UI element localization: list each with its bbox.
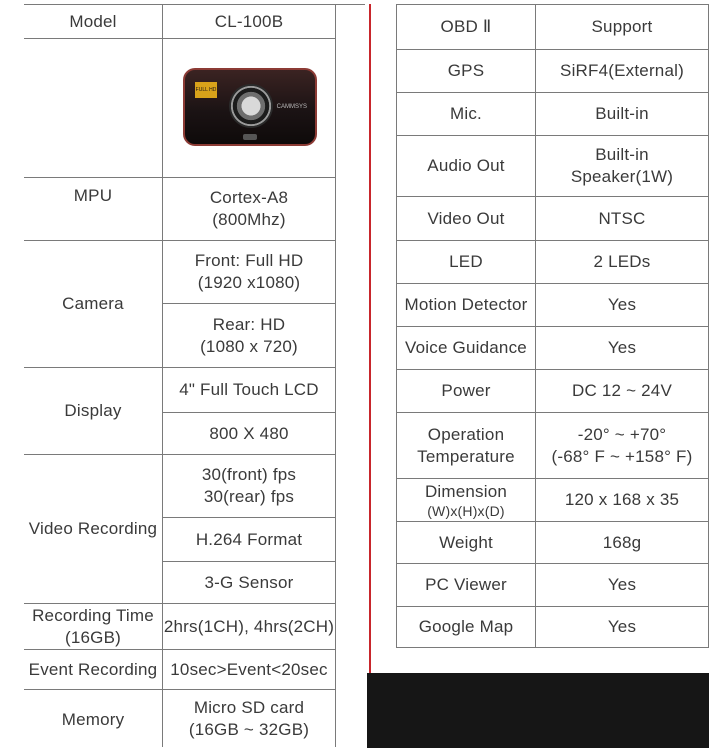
spec-value-model: CL-100B: [214, 11, 284, 31]
spec-value-gps: SiRF4(External): [560, 61, 684, 80]
spec-label-mic: Mic.: [450, 104, 482, 123]
video-fps-line2: 30(rear) fps: [203, 487, 295, 506]
full-hd-badge-icon: FULL HD: [195, 82, 217, 98]
op-temp-value-line2: (-68° F ~ +158° F): [551, 446, 693, 466]
spec-label-recording-time: [24, 604, 162, 649]
spec-value-video-out: NTSC: [598, 208, 646, 228]
spec-label-pc-viewer: PC Viewer: [425, 575, 507, 594]
spec-value-camera-front: [163, 241, 335, 303]
recording-time-line1: Recording Time: [32, 605, 154, 625]
spec-label-video-recording: Video Recording: [28, 519, 158, 538]
spec-value-obd: Support: [591, 17, 653, 36]
video-fps-line1: 30(front) fps: [201, 465, 297, 484]
spec-value-event-recording: 10sec>Event<20sec: [170, 659, 328, 679]
spec-value-recording-time: 2hrs(1CH), 4hrs(2CH): [163, 616, 335, 636]
spec-value-mpu: [163, 178, 335, 240]
camera-front-line2: (1920 x1080): [197, 273, 301, 292]
camera-rear-line2: (1080 x 720): [200, 336, 298, 356]
spec-label-gps: GPS: [447, 61, 485, 80]
spec-label-memory: Memory: [61, 710, 125, 729]
audio-out-line1: Built-in: [595, 145, 649, 164]
spec-label-motion-detector: Motion Detector: [404, 295, 528, 314]
memory-line1: Micro SD card: [193, 698, 305, 717]
mpu-value-line2: (800Mhz): [212, 210, 286, 229]
divider: [24, 38, 335, 39]
spec-label-obd: OBD Ⅱ: [440, 17, 492, 36]
spec-label-camera: Camera: [62, 294, 124, 313]
brand-logo-icon: CAMMSYS: [276, 104, 307, 110]
spec-label-google-map: Google Map: [418, 617, 514, 636]
spec-value-voice-guidance: Yes: [607, 338, 637, 357]
spec-value-memory: [163, 690, 335, 748]
spec-label-weight: Weight: [439, 532, 493, 552]
spec-value-power: DC 12 ~ 24V: [571, 381, 672, 400]
spec-value-video-format: H.264 Format: [195, 529, 303, 549]
red-frame-left: [369, 4, 371, 732]
camera-front-line1: Front: Full HD: [194, 251, 304, 270]
op-temp-label-line2: Temperature: [417, 446, 515, 466]
spec-value-weight: 168g: [602, 532, 642, 552]
spec-value-mic: Built-in: [595, 104, 649, 123]
spec-value-audio-out: [536, 136, 708, 196]
spec-label-audio-out: Audio Out: [427, 156, 505, 175]
spec-value-motion-detector: Yes: [607, 295, 637, 314]
spec-value-dimension: 120 x 168 x 35: [564, 490, 680, 509]
spec-label-model: Model: [69, 11, 117, 31]
spec-label-dimension: [397, 479, 535, 521]
product-image: [183, 68, 317, 146]
spec-value-led: 2 LEDs: [593, 252, 651, 271]
spec-label-operation-temperature: [397, 413, 535, 478]
spec-label-mpu: MPU: [73, 186, 113, 205]
op-temp-value-line1: -20° ~ +70°: [577, 424, 667, 444]
spec-value-camera-rear: [163, 304, 335, 367]
footer-bar: [367, 673, 709, 748]
dimension-label-line2: (W)x(H)x(D): [427, 503, 505, 519]
spec-value-display-size: 4" Full Touch LCD: [179, 380, 319, 399]
camera-lens-icon: [229, 84, 273, 128]
spec-value-operation-temperature: [536, 413, 708, 478]
spec-value-video-sensor: 3-G Sensor: [204, 572, 294, 592]
spec-value-google-map: Yes: [607, 617, 637, 636]
spec-label-power: Power: [441, 381, 491, 400]
dimension-label-line1: Dimension: [424, 482, 508, 501]
spec-value-pc-viewer: Yes: [607, 575, 637, 594]
memory-line2: (16GB ~ 32GB): [188, 720, 310, 739]
spec-label-video-out: Video Out: [427, 208, 505, 228]
spec-label-led: LED: [449, 252, 483, 271]
recording-time-line2: (16GB): [65, 627, 121, 647]
camera-rear-line1: Rear: HD: [212, 314, 286, 334]
spec-label-event-recording: Event Recording: [28, 659, 158, 679]
audio-out-line2: Speaker(1W): [570, 167, 674, 186]
op-temp-label-line1: Operation: [427, 424, 505, 444]
spec-label-voice-guidance: Voice Guidance: [405, 338, 527, 357]
divider: [335, 4, 336, 747]
speaker-grill-icon: [243, 134, 257, 140]
spec-value-display-resolution: 800 X 480: [209, 423, 289, 443]
divider: [396, 647, 709, 648]
spec-label-display: Display: [64, 401, 122, 420]
spec-value-video-fps: [163, 455, 335, 517]
mpu-value-line1: Cortex-A8: [209, 188, 289, 207]
